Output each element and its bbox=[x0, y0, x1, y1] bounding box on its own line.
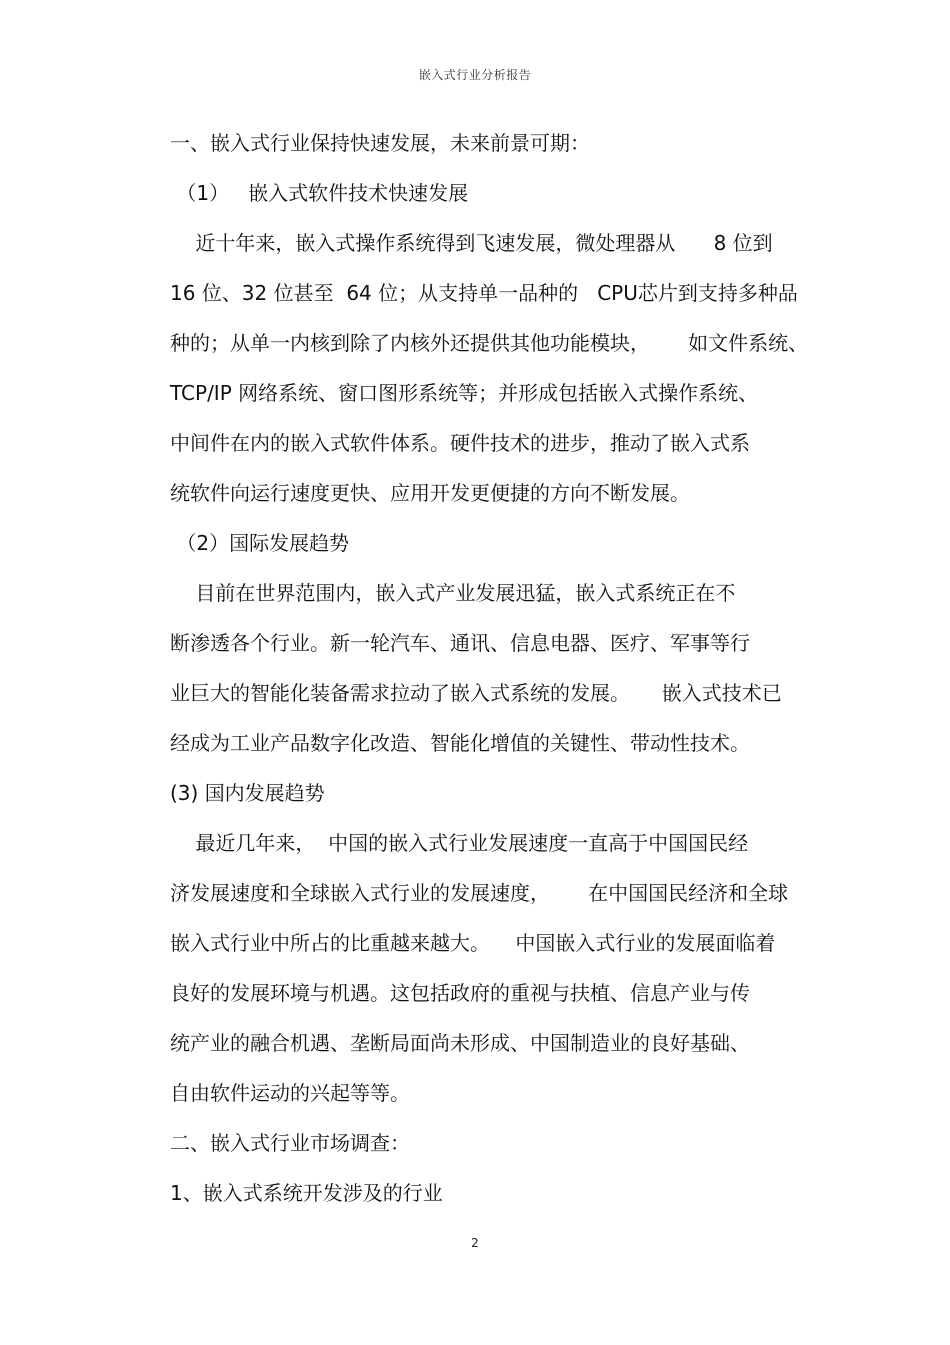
subsection-heading-1: （1） 嵌入式软件技术快速发展 bbox=[170, 181, 469, 205]
subsection-heading-2: （2）国际发展趋势 bbox=[170, 531, 350, 555]
paragraph-line: 种的；从单一内核到除了内核外还提供其他功能模块， 如文件系统、 bbox=[170, 331, 809, 355]
paragraph-line: 中间件在内的嵌入式软件体系。硬件技术的进步，推动了嵌入式系 bbox=[170, 431, 750, 455]
running-header: 嵌入式行业分析报告 bbox=[418, 68, 532, 82]
paragraph-line: 自由软件运动的兴起等等。 bbox=[170, 1081, 410, 1105]
paragraph-line: 16 位、32 位甚至 64 位；从支持单一品种的 CPU芯片到支持多种品 bbox=[170, 281, 798, 305]
paragraph-line: 良好的发展环境与机遇。这包括政府的重视与扶植、信息产业与传 bbox=[170, 981, 750, 1005]
section-heading-2: 二、嵌入式行业市场调查： bbox=[170, 1131, 410, 1155]
paragraph-line: 统产业的融合机遇、垄断局面尚未形成、中国制造业的良好基础、 bbox=[170, 1031, 750, 1055]
paragraph-line: 嵌入式行业中所占的比重越来越大。 中国嵌入式行业的发展面临着 bbox=[170, 931, 776, 955]
page-number: 2 bbox=[471, 1236, 479, 1250]
paragraph-line: 断渗透各个行业。新一轮汽车、通讯、信息电器、医疗、军事等行 bbox=[170, 631, 750, 655]
section-heading-1: 一、嵌入式行业保持快速发展，未来前景可期： bbox=[170, 131, 590, 155]
subsection-heading-4: 1、嵌入式系统开发涉及的行业 bbox=[170, 1181, 443, 1205]
paragraph-line: 业巨大的智能化装备需求拉动了嵌入式系统的发展。 嵌入式技术已 bbox=[170, 681, 782, 705]
paragraph-line: 济发展速度和全球嵌入式行业的发展速度， 在中国国民经济和全球 bbox=[170, 881, 789, 905]
paragraph-line: 最近几年来， 中国的嵌入式行业发展速度一直高于中国国民经 bbox=[170, 831, 749, 855]
subsection-heading-3: (3) 国内发展趋势 bbox=[170, 781, 325, 805]
paragraph-line: 统软件向运行速度更快、应用开发更便捷的方向不断发展。 bbox=[170, 481, 690, 505]
paragraph-line: TCP/IP 网络系统、窗口图形系统等；并形成包括嵌入式操作系统、 bbox=[170, 381, 759, 405]
paragraph-line: 近十年来，嵌入式操作系统得到飞速发展，微处理器从 8 位到 bbox=[170, 231, 773, 255]
paragraph-line: 经成为工业产品数字化改造、智能化增值的关键性、带动性技术。 bbox=[170, 731, 750, 755]
paragraph-line: 目前在世界范围内，嵌入式产业发展迅猛，嵌入式系统正在不 bbox=[170, 581, 736, 605]
